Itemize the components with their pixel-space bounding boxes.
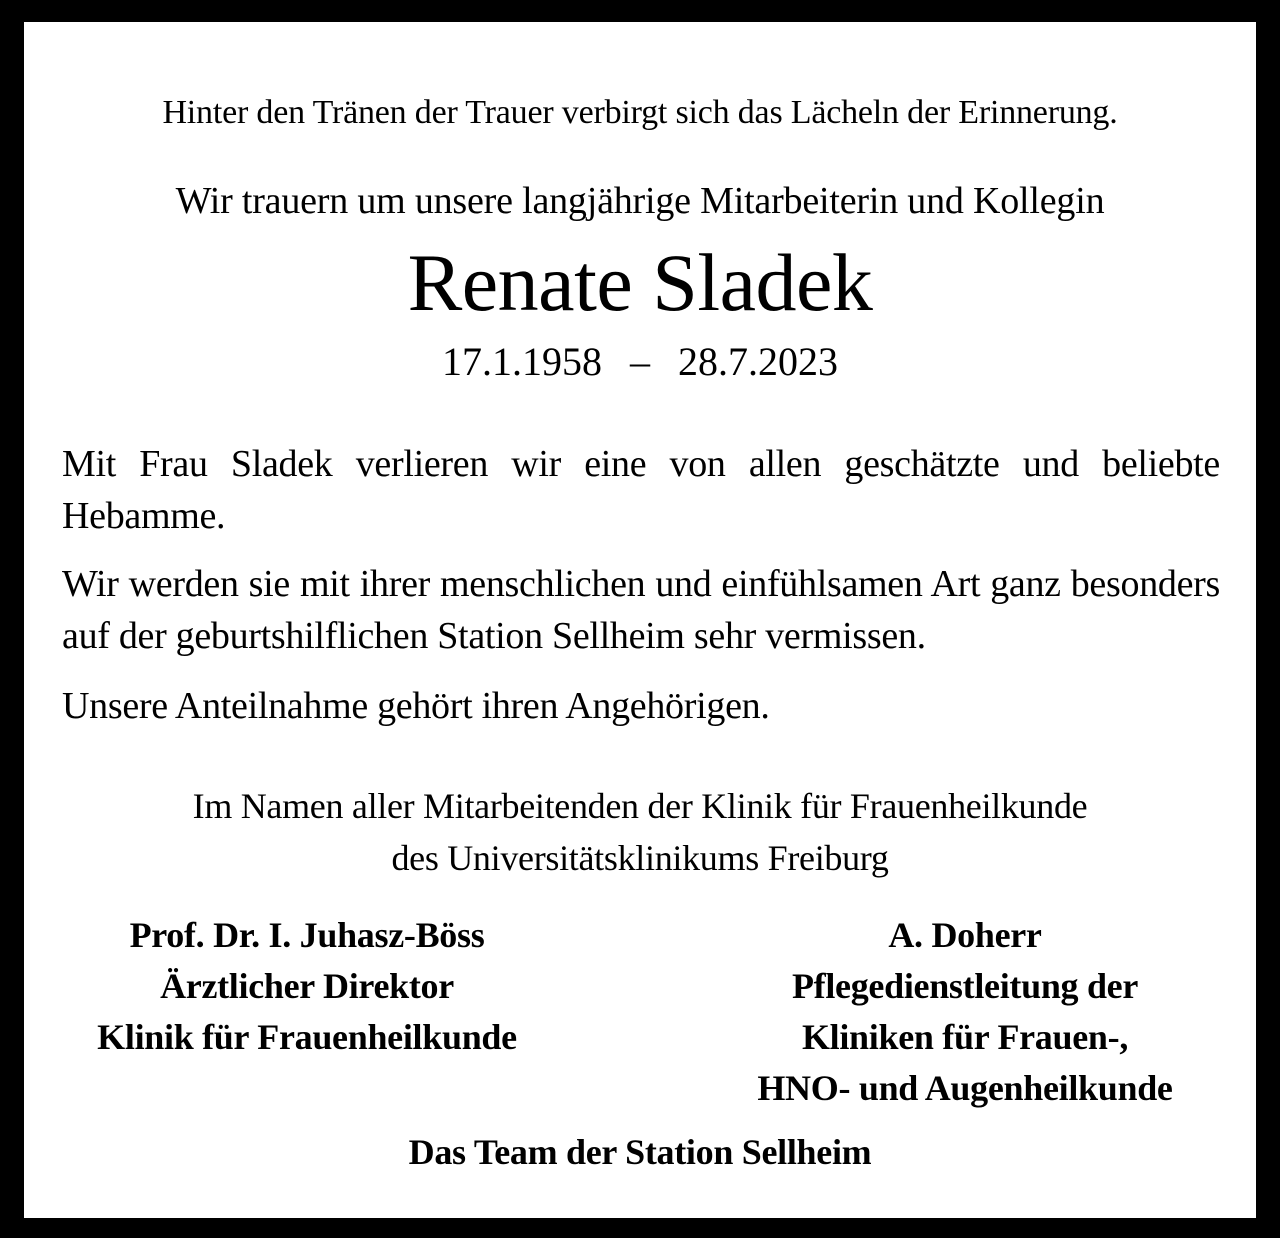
- paragraph-memory: Wir werden sie mit ihrer menschlichen und einfühlsamen Art ganz besonders auf der geburtshilflichen Station Sellheim sehr vermissen.: [62, 563, 1220, 657]
- motto-quote: Hinter den Tränen der Trauer verbirgt sich das Lächeln der Erinnerung.: [162, 94, 1118, 131]
- paragraph-loss: Mit Frau Sladek verlieren wir eine von allen geschätzte und beliebte Hebamme.: [62, 443, 1220, 537]
- on-behalf-of: [24, 780, 1256, 884]
- behalf-line: des Universitätsklinikums Freiburg: [391, 838, 889, 878]
- signatory-department: HNO- und Augenheilkunde: [757, 1068, 1173, 1108]
- intro-line: Wir trauern um unsere langjährige Mitarbeiterin und Kollegin: [175, 180, 1105, 222]
- life-dates: 17.1.1958 – 28.7.2023: [442, 339, 838, 384]
- signatory-right: [700, 910, 1230, 1114]
- signatory-department: Kliniken für Frauen-,: [801, 1017, 1129, 1057]
- signatory-title: Pflegedienstleitung der: [791, 966, 1139, 1006]
- deceased-name: Renate Sladek: [407, 237, 873, 328]
- behalf-line: Im Namen aller Mitarbeitenden der Klinik für Frauenheilkunde: [192, 786, 1088, 826]
- obituary-notice: [24, 22, 1256, 1218]
- signatory-title: Ärztlicher Direktor: [160, 966, 454, 1006]
- signatory-left: [44, 910, 570, 1063]
- signatory-name: Prof. Dr. I. Juhasz-Böss: [129, 915, 485, 955]
- team-signature: Das Team der Station Sellheim: [408, 1132, 872, 1172]
- signatory-name: A. Doherr: [888, 915, 1042, 955]
- paragraph-condolence: Unsere Anteilnahme gehört ihren Angehörigen.: [62, 685, 770, 727]
- signatory-department: Klinik für Frauenheilkunde: [97, 1017, 517, 1057]
